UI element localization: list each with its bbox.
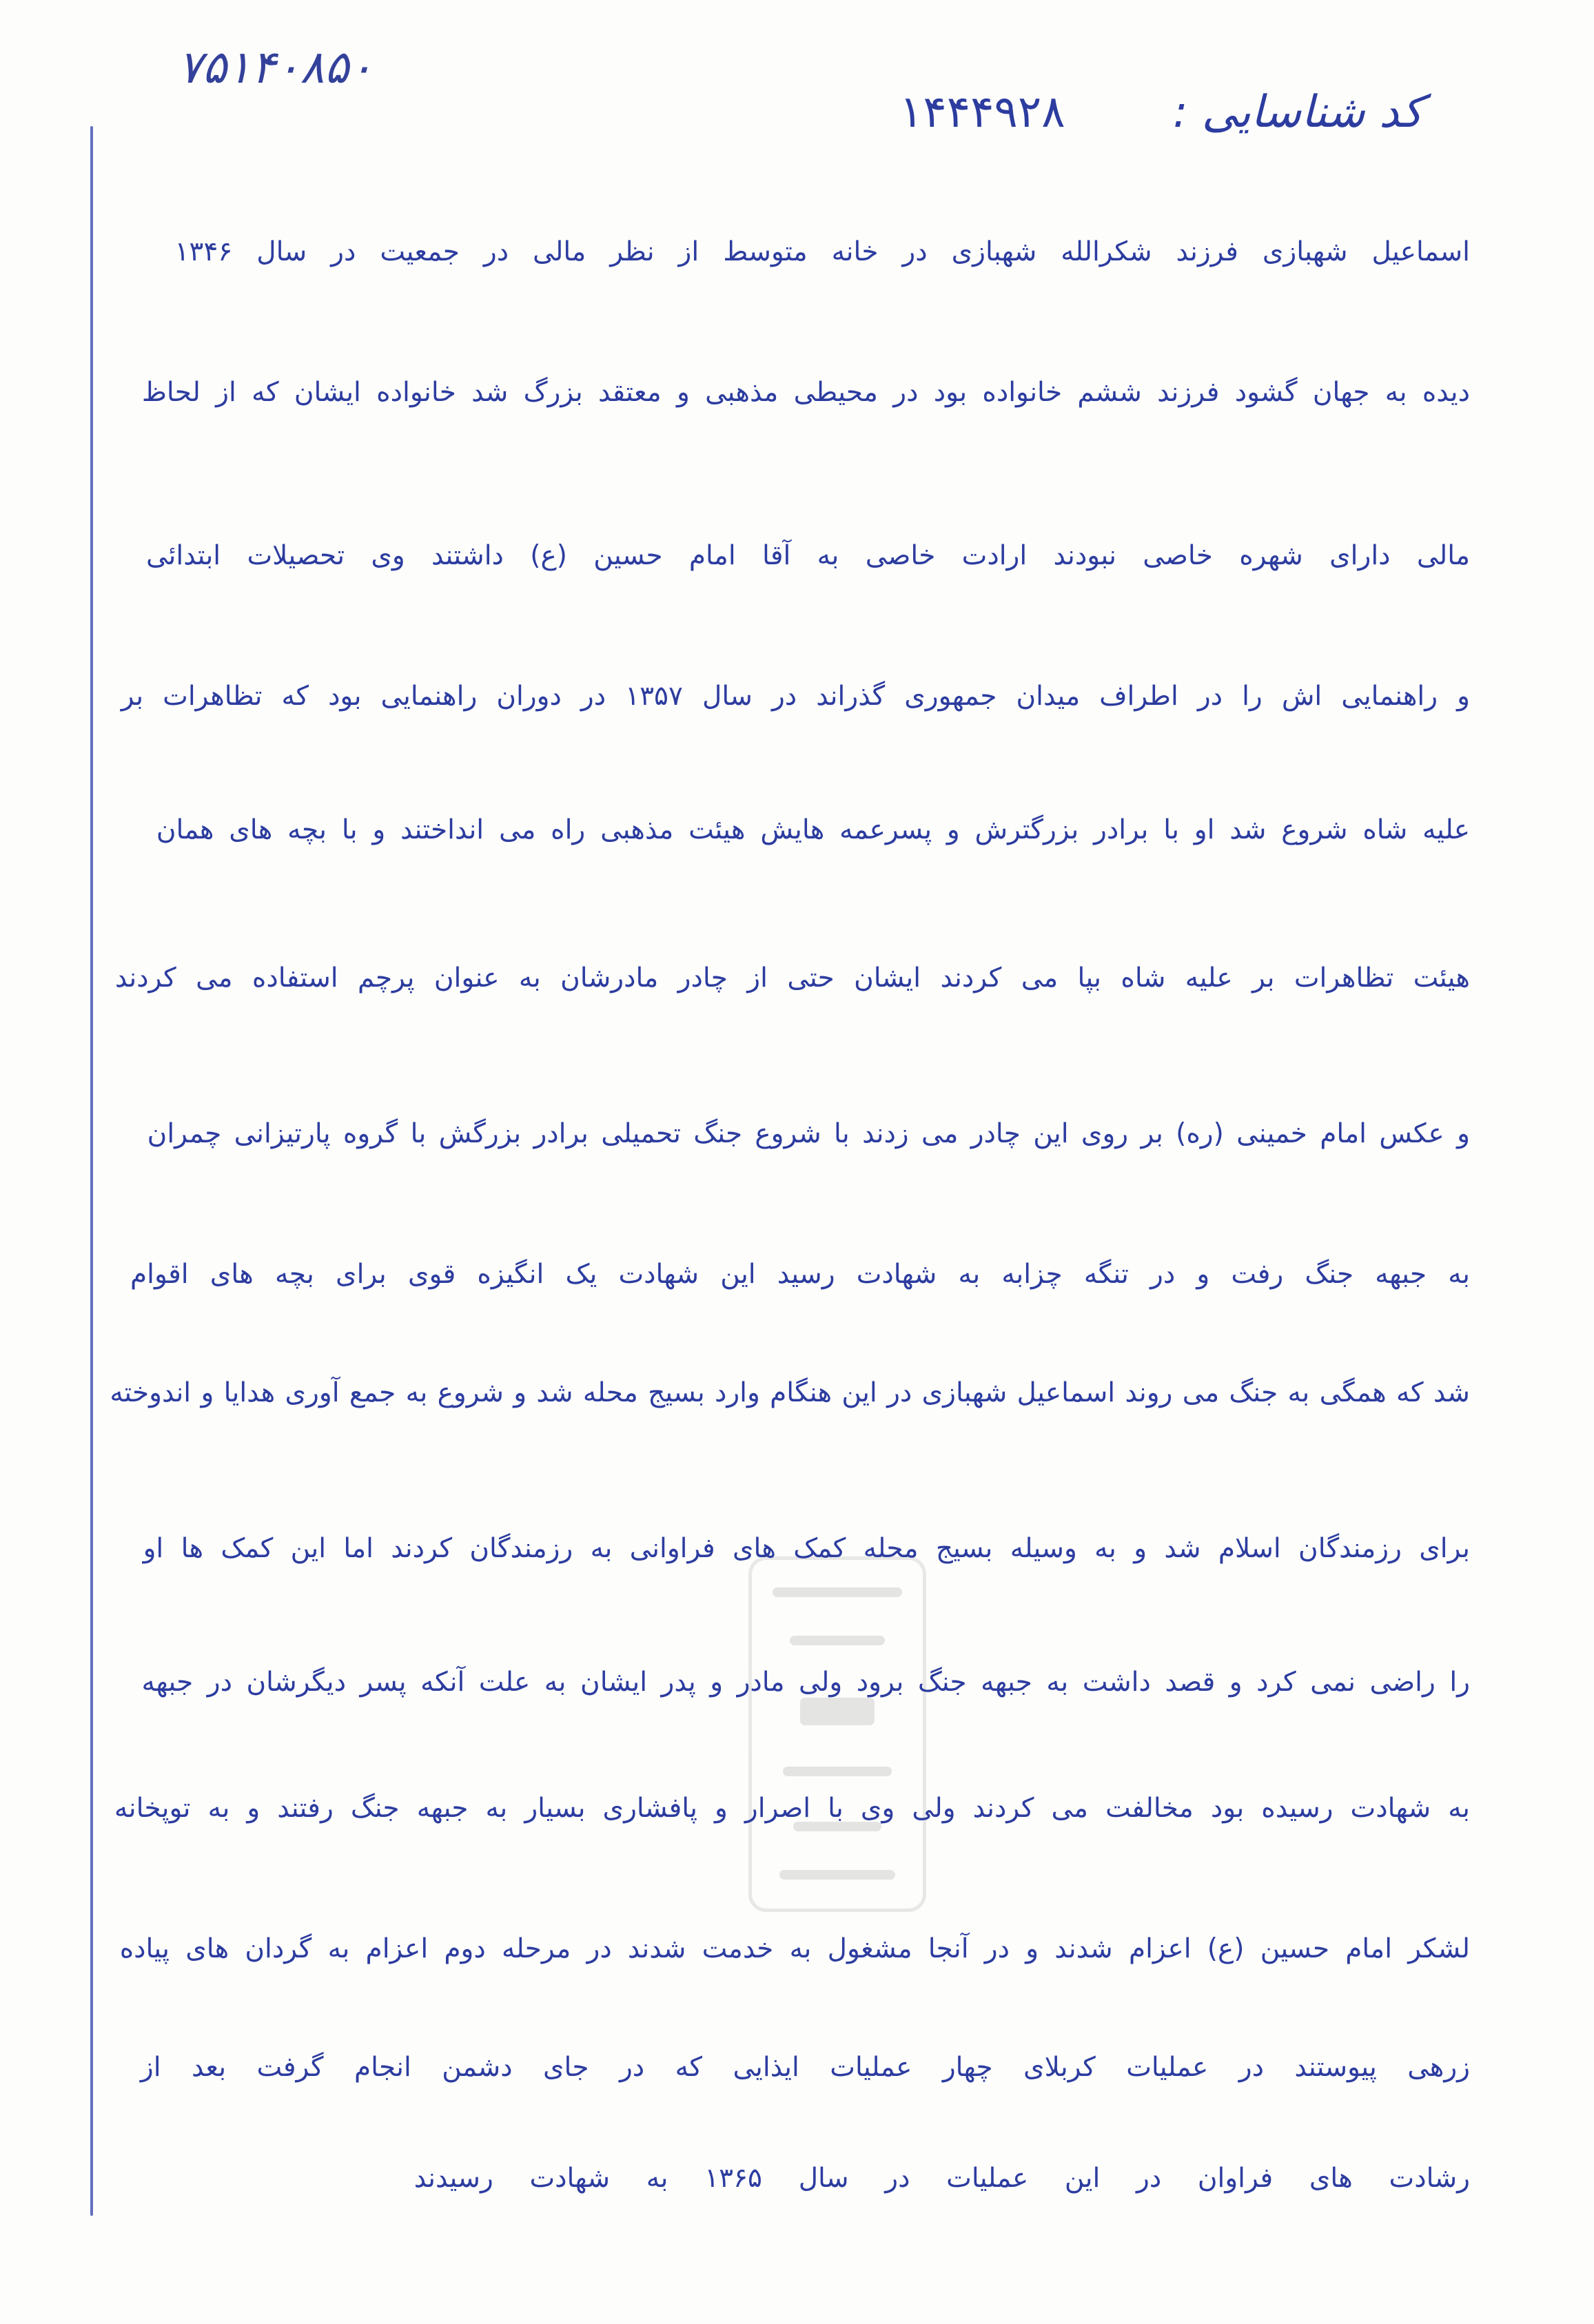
faded-stamp [748,1556,926,1912]
text-line [111,1911,1470,1987]
text-line [141,1096,1470,1172]
text-line-content: شد که همگی به جنگ می روند اسماعیل شهبازی در این هنگام وارد بسیج محله شد و شروع به جمع آوری هدایا و اندوخته [110,1377,1470,1408]
text-line [134,1511,1470,1587]
text-line [105,1771,1470,1847]
text-line-content: برای رزمندگان اسلام شد و به وسیله بسیج محله کمک های فراوانی به رزمندگان کردند اما این کمک ها او [143,1533,1470,1564]
text-line [105,1355,1470,1431]
text-line-content: و راهنمایی اش را در اطراف میدان جمهوری گذراند در سال ۱۳۵۷ در دوران راهنمایی بود که تظاهرات بر [121,681,1470,712]
text-line-content: به شهادت رسیده بود مخالفت می کردند ولی وی با اصرار و پافشاری بسیار به جبهه جنگ رفتند و به توپخانه [114,1793,1470,1824]
text-line-content: مالی دارای شهره خاصی نبودند ارادت خاصی به آقا امام حسین (ع) داشتند وی تحصیلات ابتدائی [146,540,1470,571]
text-line [134,1645,1470,1720]
text-line [134,518,1470,594]
text-line-content: علیه شاه شروع شد او با برادر بزرگترش و پسرعمه هایش هیئت مذهبی راه می انداختند و با بچه های همان [156,814,1470,845]
text-line-content: لشکر امام حسین (ع) اعزام شدند و در آنجا مشغول به خدمت شدند در مرحله دوم اعزام به گردان های پیاده [119,1933,1470,1964]
id-code [899,74,1423,150]
text-line-content: دیده به جهان گشود فرزند ششم خانواده بود در محیطی مذهبی و معتقد بزرگ شد خانواده ایشان که از لحاظ [141,377,1470,408]
text-line [119,1237,1470,1313]
text-line-content: و عکس امام خمینی (ره) بر روی این چادر می زدند با شروع جنگ تحمیلی برادر بزرگش با گروه پارتیزانی چمران [147,1118,1470,1149]
stamp-mark [779,1870,895,1880]
text-line [105,940,1470,1016]
text-line-content: رشادت های فراوان در این عملیات در سال ۱۳۶۵ به شهادت رسیدند [413,2163,1470,2194]
archive-number: ۷۵۱۴۰۸۵۰ [178,41,374,94]
text-line-content: را راضی نمی کرد و قصد داشت به جبهه جنگ برود ولی مادر و پدر ایشان به علت آنکه پسر دیگرشان در جبهه [141,1667,1470,1698]
text-line [163,214,1470,290]
text-line [126,2030,1470,2106]
text-line [148,792,1470,868]
stamp-mark [790,1636,885,1645]
margin-line [90,126,93,2216]
id-code-value: ۱۴۴۴۹۲۸ [899,87,1065,138]
text-line-content: اسماعیل شهبازی فرزند شکرالله شهبازی در خانه متوسط از نظر مالی در جمعیت در سال ۱۳۴۶ [174,236,1470,267]
id-code-label: کد شناسایی : [1172,87,1423,138]
text-line [400,2141,1470,2217]
text-line [111,659,1470,734]
text-line-content: به جبهه جنگ رفت و در تنگه چزابه به شهادت رسید این شهادت یک انگیزه قوی برای بچه های اقوام [130,1259,1470,1290]
text-line-content: زرهی پیوستند در عملیات کربلای چهار عملیات ایذایی که در جای دشمن انجام گرفت بعد از [140,2052,1470,2083]
text-line [134,355,1470,431]
text-line-content: هیئت تظاهرات بر علیه شاه بپا می کردند ایشان حتی از چادر مادرشان به عنوان پرچم استفاده می کردند [114,963,1470,994]
stamp-mark [773,1587,902,1597]
